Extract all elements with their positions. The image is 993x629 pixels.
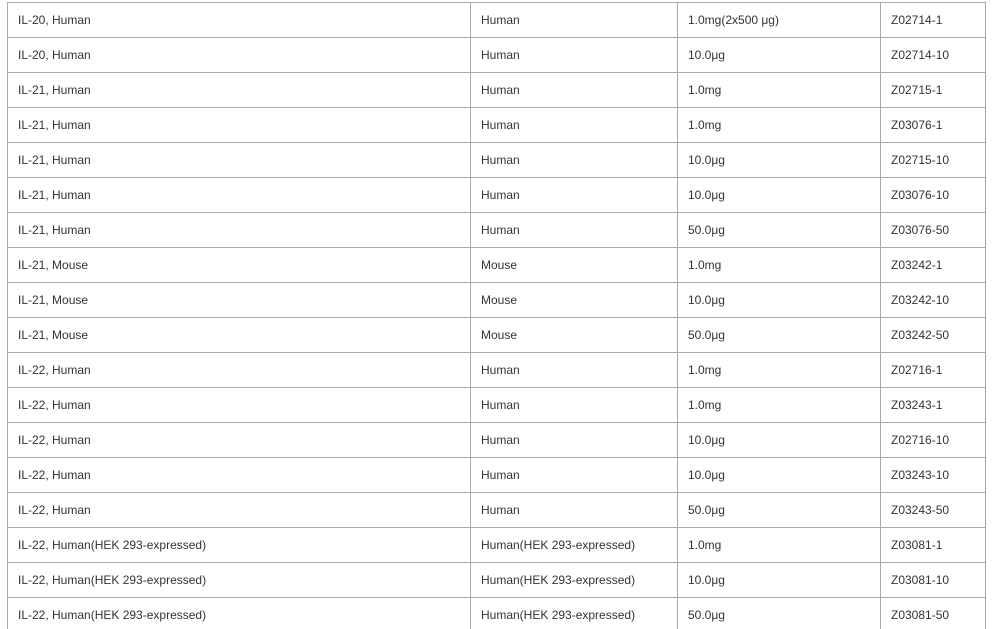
catalog-number-cell: Z03242-1: [881, 248, 986, 283]
product-table-body: [8, 3, 986, 629]
catalog-number-cell: Z03242-10: [881, 283, 986, 318]
catalog-number-cell: Z03243-1: [881, 388, 986, 423]
product-name-cell: IL-21, Mouse: [8, 318, 471, 353]
size-cell: 50.0μg: [678, 493, 881, 528]
catalog-number-cell: Z03081-10: [881, 563, 986, 598]
size-cell: 50.0μg: [678, 598, 881, 629]
table-row: [8, 598, 986, 629]
product-name-cell: IL-22, Human: [8, 353, 471, 388]
species-cell: Human(HEK 293-expressed): [471, 563, 678, 598]
product-name-cell: IL-21, Human: [8, 108, 471, 143]
catalog-number-cell: Z03081-1: [881, 528, 986, 563]
product-name-cell: IL-20, Human: [8, 38, 471, 73]
size-cell: 1.0mg: [678, 528, 881, 563]
species-cell: Human: [471, 143, 678, 178]
size-cell: 1.0mg: [678, 388, 881, 423]
species-cell: Human: [471, 3, 678, 38]
table-row: [8, 353, 986, 388]
species-cell: Human: [471, 108, 678, 143]
product-table: [7, 2, 986, 629]
size-cell: 10.0μg: [678, 423, 881, 458]
table-row: [8, 38, 986, 73]
table-row: [8, 458, 986, 493]
size-cell: 10.0μg: [678, 178, 881, 213]
catalog-number-cell: Z02714-10: [881, 38, 986, 73]
catalog-number-cell: Z03242-50: [881, 318, 986, 353]
catalog-number-cell: Z03076-1: [881, 108, 986, 143]
table-row: [8, 423, 986, 458]
table-row: [8, 3, 986, 38]
size-cell: 50.0μg: [678, 318, 881, 353]
size-cell: 1.0mg(2x500 μg): [678, 3, 881, 38]
catalog-number-cell: Z03243-50: [881, 493, 986, 528]
catalog-number-cell: Z03076-50: [881, 213, 986, 248]
table-row: [8, 493, 986, 528]
product-name-cell: IL-20, Human: [8, 3, 471, 38]
table-row: [8, 318, 986, 353]
species-cell: Mouse: [471, 248, 678, 283]
product-name-cell: IL-21, Human: [8, 73, 471, 108]
size-cell: 10.0μg: [678, 38, 881, 73]
catalog-number-cell: Z02715-1: [881, 73, 986, 108]
size-cell: 10.0μg: [678, 563, 881, 598]
catalog-number-cell: Z03076-10: [881, 178, 986, 213]
catalog-number-cell: Z02716-1: [881, 353, 986, 388]
size-cell: 10.0μg: [678, 143, 881, 178]
species-cell: Human: [471, 38, 678, 73]
species-cell: Human: [471, 353, 678, 388]
product-name-cell: IL-21, Human: [8, 178, 471, 213]
table-row: [8, 563, 986, 598]
table-row: [8, 143, 986, 178]
table-row: [8, 108, 986, 143]
product-name-cell: IL-22, Human(HEK 293-expressed): [8, 563, 471, 598]
product-name-cell: IL-22, Human: [8, 388, 471, 423]
product-name-cell: IL-22, Human(HEK 293-expressed): [8, 598, 471, 629]
species-cell: Human: [471, 213, 678, 248]
size-cell: 10.0μg: [678, 458, 881, 493]
species-cell: Mouse: [471, 283, 678, 318]
table-row: [8, 528, 986, 563]
catalog-number-cell: Z03081-50: [881, 598, 986, 629]
species-cell: Human: [471, 178, 678, 213]
table-row: [8, 248, 986, 283]
product-name-cell: IL-21, Human: [8, 213, 471, 248]
product-name-cell: IL-21, Mouse: [8, 248, 471, 283]
table-row: [8, 388, 986, 423]
species-cell: Human: [471, 73, 678, 108]
species-cell: Human: [471, 458, 678, 493]
size-cell: 1.0mg: [678, 73, 881, 108]
product-name-cell: IL-21, Human: [8, 143, 471, 178]
species-cell: Human: [471, 493, 678, 528]
size-cell: 1.0mg: [678, 248, 881, 283]
species-cell: Human: [471, 423, 678, 458]
table-row: [8, 73, 986, 108]
species-cell: Mouse: [471, 318, 678, 353]
size-cell: 1.0mg: [678, 353, 881, 388]
product-name-cell: IL-22, Human: [8, 458, 471, 493]
size-cell: 10.0μg: [678, 283, 881, 318]
catalog-number-cell: Z02715-10: [881, 143, 986, 178]
product-name-cell: IL-22, Human(HEK 293-expressed): [8, 528, 471, 563]
size-cell: 50.0μg: [678, 213, 881, 248]
product-name-cell: IL-21, Mouse: [8, 283, 471, 318]
catalog-number-cell: Z03243-10: [881, 458, 986, 493]
product-name-cell: IL-22, Human: [8, 423, 471, 458]
size-cell: 1.0mg: [678, 108, 881, 143]
table-row: [8, 213, 986, 248]
table-row: [8, 283, 986, 318]
species-cell: Human(HEK 293-expressed): [471, 598, 678, 629]
species-cell: Human: [471, 388, 678, 423]
catalog-number-cell: Z02716-10: [881, 423, 986, 458]
catalog-number-cell: Z02714-1: [881, 3, 986, 38]
species-cell: Human(HEK 293-expressed): [471, 528, 678, 563]
table-row: [8, 178, 986, 213]
product-name-cell: IL-22, Human: [8, 493, 471, 528]
